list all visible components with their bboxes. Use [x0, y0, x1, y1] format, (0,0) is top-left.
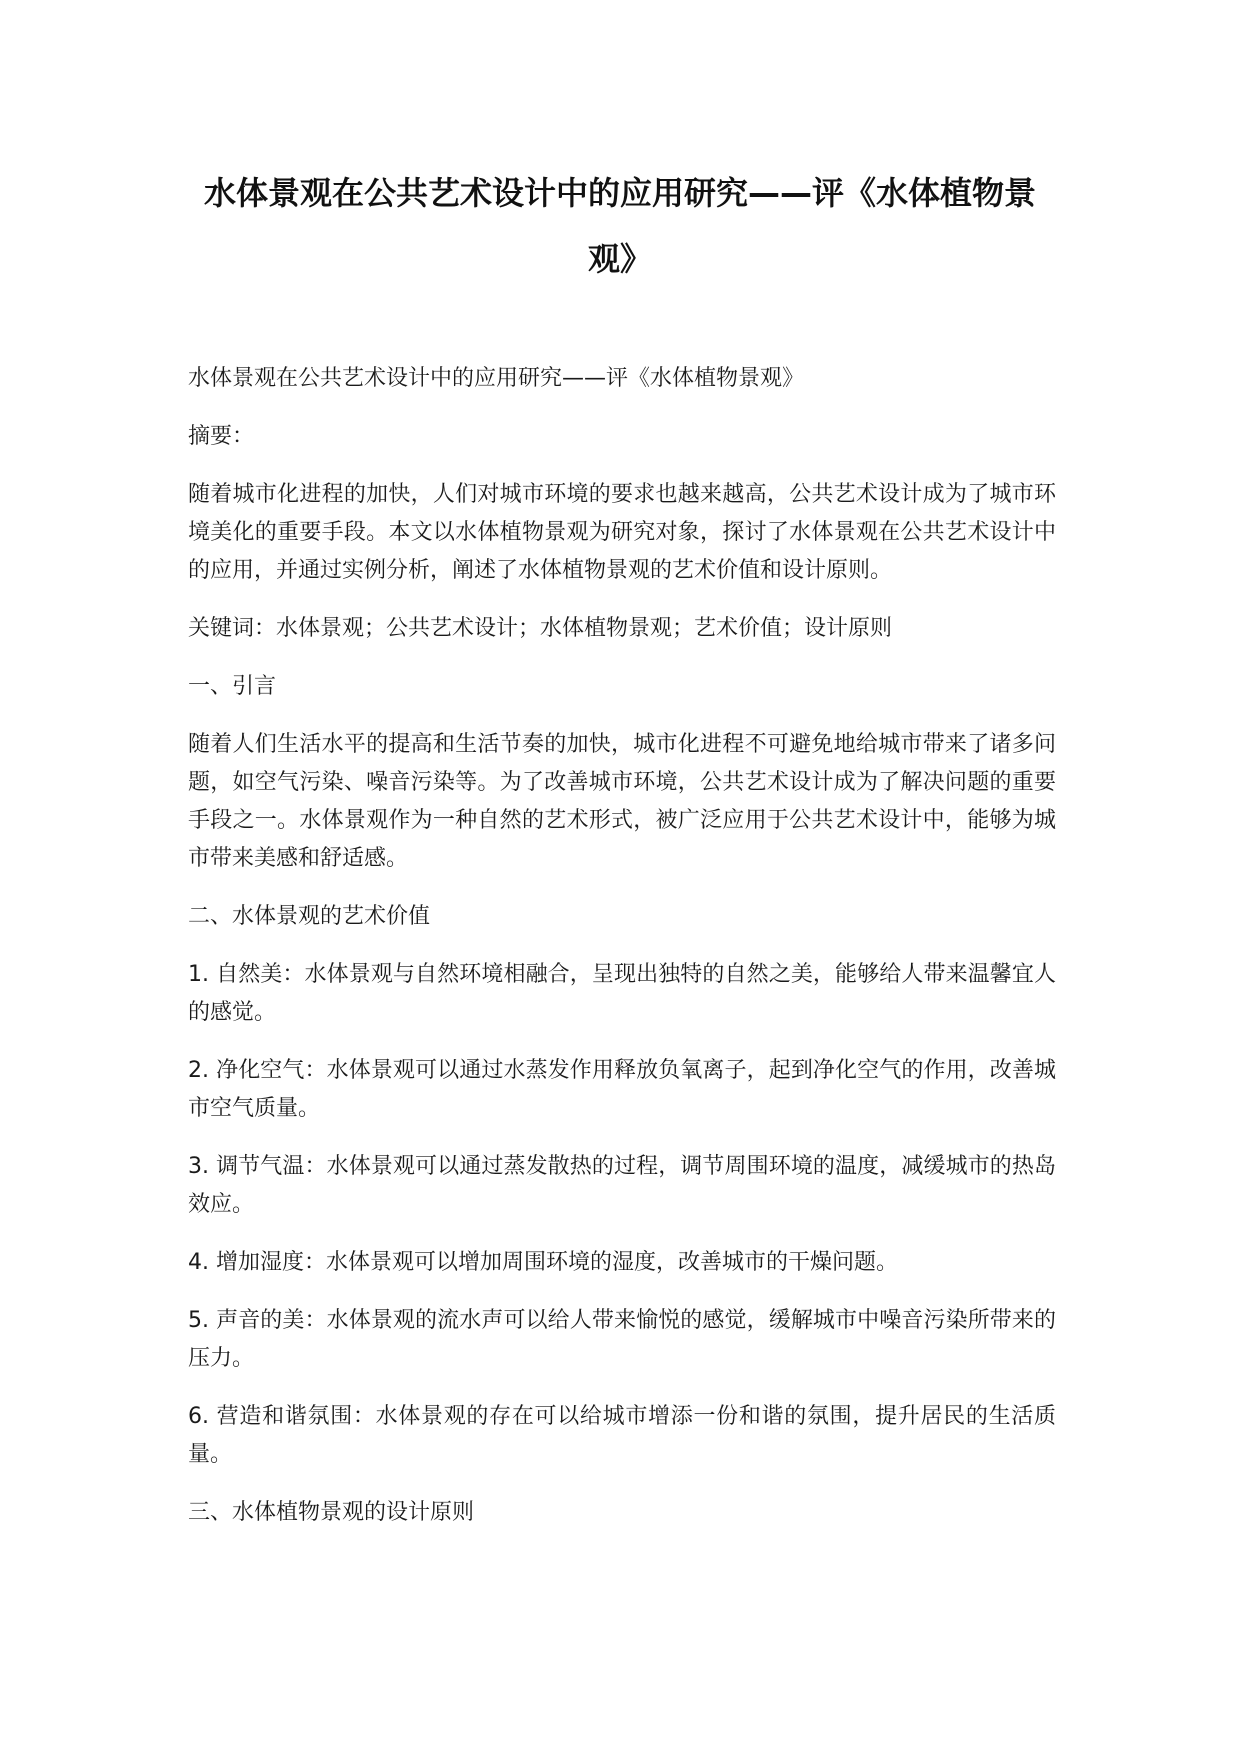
list-item-harmonious-atmosphere: 6. 营造和谐氛围：水体景观的存在可以给城市增添一份和谐的氛围，提升居民的生活质量。 [188, 1404, 1056, 1467]
document-body [188, 360, 1056, 1552]
paragraph-keywords: 关键词：水体景观；公共艺术设计；水体植物景观；艺术价值；设计原则 [188, 616, 893, 641]
list-item-increase-humidity: 4. 增加湿度：水体景观可以增加周围环境的湿度，改善城市的干燥问题。 [188, 1250, 898, 1275]
paragraph-repeat-title: 水体景观在公共艺术设计中的应用研究——评《水体植物景观》 [188, 366, 805, 391]
paragraph-introduction: 随着人们生活水平的提高和生活节奏的加快，城市化进程不可避免地给城市带来了诸多问题，如空气污染、噪音污染等。为了改善城市环境，公共艺术设计成为了解决问题的重要手段之一。水体景观作为一种自然的艺术形式，被广泛应用于公共艺术设计中，能够为城市带来美感和舒适感。 [188, 732, 1056, 871]
list-item-regulate-temperature: 3. 调节气温：水体景观可以通过蒸发散热的过程，调节周围环境的温度，减缓城市的热岛效应。 [188, 1154, 1056, 1217]
section-heading-design-principles: 三、水体植物景观的设计原则 [188, 1500, 475, 1525]
list-item-purify-air: 2. 净化空气：水体景观可以通过水蒸发作用释放负氧离子，起到净化空气的作用，改善城市空气质量。 [188, 1058, 1056, 1121]
section-heading-art-value: 二、水体景观的艺术价值 [188, 904, 431, 929]
list-item-sound-beauty: 5. 声音的美：水体景观的流水声可以给人带来愉悦的感觉，缓解城市中噪音污染所带来的压力。 [188, 1308, 1056, 1371]
list-item-natural-beauty: 1. 自然美：水体景观与自然环境相融合，呈现出独特的自然之美，能够给人带来温馨宜人的感觉。 [188, 962, 1056, 1025]
section-heading-introduction: 一、引言 [188, 674, 277, 699]
paragraph-abstract-label: 摘要： [188, 424, 255, 449]
paragraph-abstract: 随着城市化进程的加快，人们对城市环境的要求也越来越高，公共艺术设计成为了城市环境美化的重要手段。本文以水体植物景观为研究对象，探讨了水体景观在公共艺术设计中的应用，并通过实例分析，阐述了水体植物景观的艺术价值和设计原则。 [188, 482, 1056, 583]
document-title: 水体景观在公共艺术设计中的应用研究——评《水体植物景观》 [203, 174, 1036, 278]
